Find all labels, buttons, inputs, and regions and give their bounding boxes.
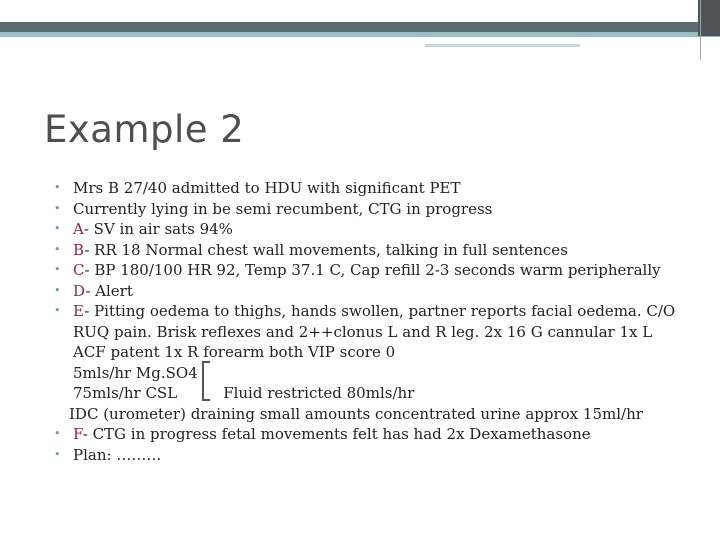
bullet-lead-letter: C bbox=[73, 261, 85, 279]
bullet-text: - BP 180/100 HR 92, Temp 37.1 C, Cap refill 2-3 seconds warm peripherally bbox=[84, 261, 661, 279]
infusion-line-mgso4 bbox=[73, 363, 688, 384]
bullet-lead-letter: D bbox=[73, 281, 86, 300]
infusion-text: 75mls/hr CSL bbox=[73, 384, 178, 402]
slide-title: Example 2 bbox=[44, 108, 245, 151]
corner-block bbox=[698, 0, 720, 36]
header-band-light bbox=[0, 32, 720, 37]
bullet-dot-icon: • bbox=[54, 447, 61, 461]
bullet-dot-icon: • bbox=[54, 201, 61, 215]
bullet-item bbox=[48, 219, 688, 240]
bullet-dot-icon: • bbox=[54, 283, 61, 297]
bullet-dot-icon: • bbox=[54, 181, 61, 194]
bullet-item bbox=[48, 301, 688, 424]
bullet-dot-icon: • bbox=[54, 427, 61, 440]
bullet-item bbox=[48, 281, 688, 302]
bullet-lead-letter: A bbox=[73, 220, 84, 238]
bullet-text: - RR 18 Normal chest wall movements, talking in full sentences bbox=[84, 240, 568, 259]
accent-line bbox=[425, 44, 580, 47]
bullet-text: - CTG in progress fetal movements felt has had 2x Dexamethasone bbox=[82, 425, 591, 443]
bullet-text: Mrs B 27/40 admitted to HDU with significant PET bbox=[73, 179, 461, 197]
bullet-item bbox=[48, 178, 688, 199]
bullet-text: - Alert bbox=[85, 281, 133, 300]
bullet-lead-letter: E bbox=[73, 302, 85, 320]
bullet-item bbox=[48, 424, 688, 445]
bullet-text: - Pitting oedema to thighs, hands swollen, partner reports facial oedema. C/O RUQ pain. Brisk reflexes and 2++clonus L and R leg. 2x 16 G cannular 1x L ACF patent 1x R forearm both VIP score 0 bbox=[73, 302, 676, 361]
corner-line bbox=[700, 0, 701, 60]
bullet-dot-icon: • bbox=[54, 304, 61, 317]
bullet-dot-icon: • bbox=[54, 242, 61, 256]
fluid-restriction-text: Fluid restricted 80mls/hr bbox=[223, 384, 415, 402]
bullet-lead-letter: F bbox=[73, 425, 83, 443]
bullet-item bbox=[48, 199, 688, 220]
bullet-item bbox=[48, 260, 688, 281]
bullet-dot-icon: • bbox=[54, 222, 61, 235]
idc-text: IDC (urometer) draining small amounts concentrated urine approx 15ml/hr bbox=[69, 404, 643, 423]
bullet-dot-icon: • bbox=[54, 263, 61, 276]
infusion-line-csl bbox=[73, 383, 688, 404]
bullet-item bbox=[48, 240, 688, 261]
brace-icon bbox=[202, 361, 210, 401]
bullet-text: Currently lying in be semi recumbent, CTG in progress bbox=[73, 199, 493, 218]
bullet-list bbox=[48, 178, 688, 465]
bullet-item bbox=[48, 445, 688, 466]
idc-line bbox=[69, 404, 688, 425]
bullet-lead-letter: B bbox=[73, 240, 85, 259]
infusion-text: 5mls/hr Mg.SO4 bbox=[73, 363, 198, 382]
bullet-text: - SV in air sats 94% bbox=[83, 220, 233, 238]
bullet-text: Plan: ……… bbox=[73, 445, 162, 464]
header-band-dark bbox=[0, 22, 720, 32]
